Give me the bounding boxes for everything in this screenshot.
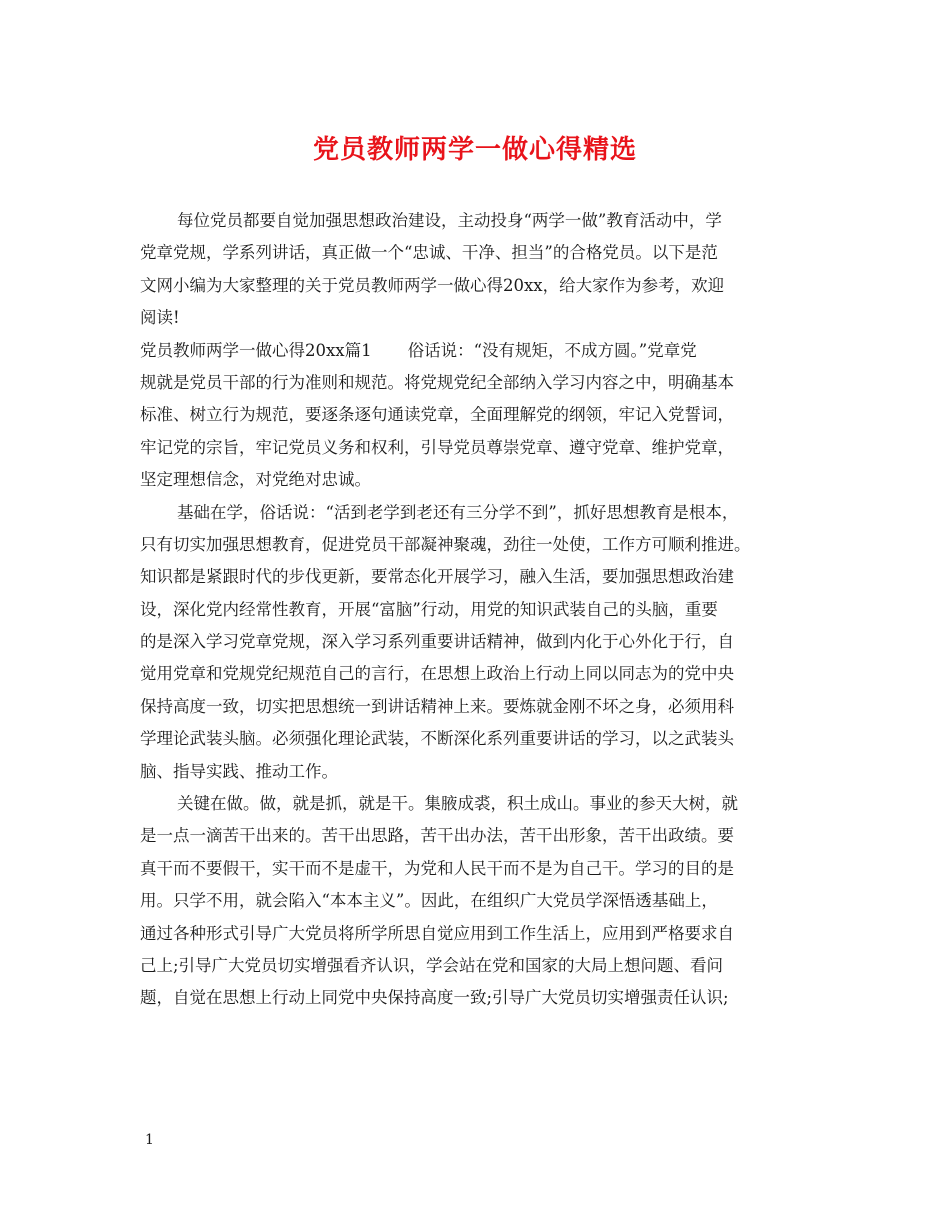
paragraph-line: 题，自觉在思想上行动上同党中央保持高度一致;引导广大党员切实增强责任认识; <box>140 988 729 1008</box>
paragraph-line: 牢记党的宗旨，牢记党员义务和权利，引导党员尊崇党章、遵守党章、维护党章， <box>140 437 734 457</box>
paragraph-line: 通过各种形式引导广大党员将所学所思自觉应用到工作生活上，应用到严格要求自 <box>140 923 734 943</box>
paragraph-line: 关键在做。做，就是抓，就是干。集腋成裘，积土成山。事业的参天大树，就 <box>177 794 738 814</box>
section-heading-line <box>140 335 820 367</box>
paragraph-line: 党章党规，学系列讲话，真正做一个“忠诚、干净、担当”的合格党员。以下是范 <box>140 243 718 263</box>
paragraph-line: 脑、指导实践、推动工作。 <box>140 761 338 781</box>
paragraph-line: 学理论武装头脑。必须强化理论武装，不断深化系列重要讲话的学习，以之武装头 <box>140 729 734 749</box>
document-body <box>140 205 820 1015</box>
paragraph-line: 是一点一滴苦干出来的。苦干出思路，苦干出办法，苦干出形象，苦干出政绩。要 <box>140 826 734 846</box>
document-title: 党员教师两学一做心得精选 <box>312 135 637 165</box>
paragraph-line: 规就是党员干部的行为准则和规范。将党规党纪全部纳入学习内容之中，明确基本 <box>140 372 734 392</box>
paragraph-line: 保持高度一致，切实把思想统一到讲话精神上来。要炼就金刚不坏之身，必须用科 <box>140 696 734 716</box>
paragraph-line: 用。只学不用，就会陷入“本本主义”。因此，在组织广大党员学深悟透基础上， <box>140 891 718 911</box>
paragraph-line: 己上;引导广大党员切实增强看齐认识，学会站在党和国家的大局上想问题、看问 <box>140 955 724 975</box>
page-number: 1 <box>145 1132 154 1148</box>
paragraph-line: 知识都是紧跟时代的步伐更新，要常态化开展学习，融入生活，要加强思想政治建 <box>140 567 734 587</box>
paragraph-line: 的是深入学习党章党规，深入学习系列重要讲话精神，做到内化于心外化于行，自 <box>140 632 734 652</box>
paragraph-line: 文网小编为大家整理的关于党员教师两学一做心得20xx，给大家作为参考，欢迎 <box>140 275 725 295</box>
paragraph-line: 坚定理想信念，对党绝对忠诚。 <box>140 470 371 490</box>
paragraph-line: 阅读! <box>140 308 180 328</box>
paragraph-line: 基础在学，俗话说：“活到老学到老还有三分学不到”，抓好思想教育是根本， <box>177 502 739 522</box>
paragraph-line: 每位党员都要自觉加强思想政治建设，主动投身“两学一做”教育活动中，学 <box>177 211 722 230</box>
paragraph-text: 俗话说：“没有规矩，不成方圆。”党章党 <box>407 340 697 360</box>
paragraph-line: 只有切实加强思想教育，促进党员干部凝神聚魂，劲往一处使，工作方可顺利推进。 <box>140 534 751 554</box>
paragraph-line: 真干而不要假干，实干而不是虚干，为党和人民干而不是为自己干。学习的目的是 <box>140 858 734 878</box>
paragraph-line: 设，深化党内经常性教育，开展“富脑”行动，用党的知识武装自己的头脑，重要 <box>140 599 718 619</box>
section-heading: 党员教师两学一做心得20xx篇1 <box>140 340 372 360</box>
paragraph-line: 标准、树立行为规范，要逐条逐句通读党章，全面理解党的纲领，牢记入党誓词， <box>140 405 734 425</box>
paragraph-line: 觉用党章和党规党纪规范自己的言行，在思想上政治上行动上同以同志为的党中央 <box>140 664 734 684</box>
